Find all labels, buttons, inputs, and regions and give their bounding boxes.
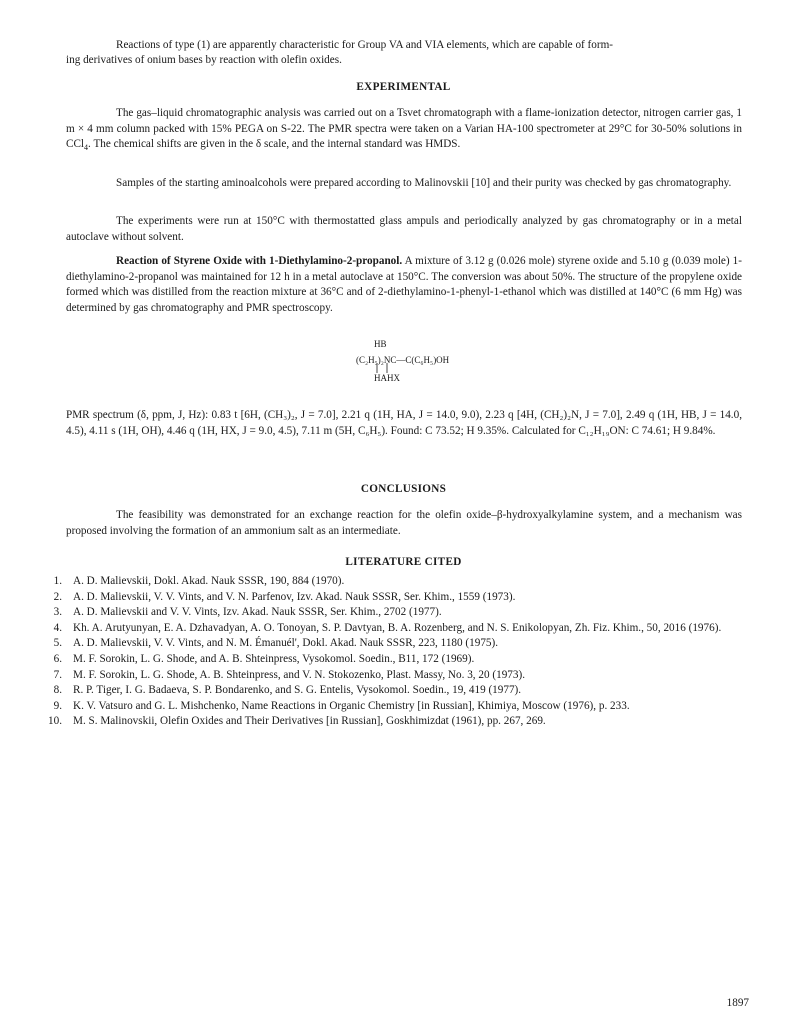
- structural-formula: [356, 338, 496, 390]
- reference-text: Kh. A. Arutyunyan, E. A. Dzhavadyan, A. O. Tonoyan, S. P. Davtyan, B. A. Rozenberg, and N. S. Enikolopyan, Zh. Fiz. Khim., 50, 2016 (1976).: [73, 621, 722, 634]
- reference-text: K. V. Vatsuro and G. L. Mishchenko, Name Reactions in Organic Chemistry [in Russian], Khimiya, Moscow (1976), p. 233.: [73, 699, 630, 712]
- reference-text: A. D. Malievskii and V. V. Vints, Izv. Akad. Nauk SSSR, Ser. Khim., 2702 (1977).: [73, 606, 442, 619]
- exp-p1-subscript: 4: [84, 143, 89, 153]
- pmr-paragraph: PMR spectrum (δ, ppm, J, Hz): 0.83 t [6H, (CH₃)₂, J = 7.0], 2.21 q (1H, HA, J = 14.0, 9.0), 2.23 q [4H, (CH₂)₂N, J = 7.0], 2.49 q (1H, HB, J = 14.0, 4.5), 4.11 s (1H, OH), 4.46 q (1H, HX, J = 9.0, 4.5), 7.11 m (5H, C₆H₅). Found: C 73.52; H 9.35%. Calculated for C₁₂H₁₉ON: C 74.61; H 9.84%.: [66, 409, 742, 437]
- intro-line-1: Reactions of type (1) are apparently characteristic for Group VA and VIA elements, which are capable of form-: [116, 39, 614, 51]
- experimental-paragraph-3: The experiments were run at 150°C with thermostatted glass ampuls and periodically analyzed by gas chromatography or in a metal autoclave without solvent.: [66, 215, 742, 243]
- reference-list: [40, 574, 740, 730]
- reference-number: 8.: [53, 684, 62, 697]
- formula-main: (C₂H₅)₂NC—C(C₆H₅)OH: [356, 355, 450, 365]
- conclusions-paragraph: The feasibility was demonstrated for an exchange reaction for the olefin oxide–β-hydroxyalkylamine system, and a mechanism was proposed involving the formation of an ammonium salt as an intermediate.: [66, 509, 742, 537]
- reference-item: [40, 605, 740, 621]
- page-number: 1897: [726, 997, 749, 1009]
- reference-item: [40, 714, 740, 730]
- reference-number: 7.: [53, 668, 62, 681]
- reference-text: A. D. Malievskii, V. V. Vints, and N. M. Émanuél', Dokl. Akad. Nauk SSSR, 223, 1180 (1975).: [73, 637, 499, 650]
- reference-text: R. P. Tiger, I. G. Badaeva, S. P. Bondarenko, and S. G. Entelis, Vysokomol. Soedin., 19, 419 (1977).: [73, 684, 522, 697]
- literature-heading: LITERATURE CITED: [345, 556, 462, 568]
- reference-item: [40, 699, 740, 715]
- reference-text: M. S. Malinovskii, Olefin Oxides and Their Derivatives [in Russian], Goskhimizdat (1961), pp. 267, 269.: [73, 715, 546, 728]
- experimental-paragraph-1: [66, 106, 742, 153]
- intro-paragraph: [66, 38, 742, 54]
- conclusions-heading: CONCLUSIONS: [360, 483, 447, 495]
- reference-number: 10.: [48, 715, 62, 728]
- reference-text: A. D. Malievskii, V. V. Vints, and V. N. Parfenov, Izv. Akad. Nauk SSSR, Ser. Khim., 1559 (1973).: [73, 590, 516, 603]
- reference-text: M. F. Sorokin, L. G. Shode, and A. B. Shteinpress, Vysokomol. Soedin., B11, 172 (1969).: [73, 652, 475, 665]
- reaction-title: Reaction of Styrene Oxide with 1-Diethylamino-2-propanol.: [116, 255, 403, 267]
- reference-number: 4.: [53, 621, 62, 634]
- exp-p1-text-a: The gas–liquid chromatographic analysis was carried out on a Tsvet chromatograph with a flame-ionization detector, nitrogen carrier gas, 1 m × 4 mm column packed with 15% PEGA on S-22. The PMR spectra were taken on a Varian HA-100 spectrometer at 29°C for 30-50% solutions in CCl: [66, 107, 742, 151]
- reference-text: M. F. Sorokin, L. G. Shode, A. B. Shteinpress, and V. N. Stokozenko, Plast. Massy, No. 3, 20 (1973).: [73, 668, 525, 681]
- intro-paragraph-cont: [66, 53, 742, 69]
- exp-p1-text-b: . The chemical shifts are given in the δ scale, and the internal standard was HMDS.: [88, 138, 461, 151]
- reference-item: [40, 636, 740, 652]
- reference-number: 2.: [53, 590, 62, 603]
- reference-text: A. D. Malievskii, Dokl. Akad. Nauk SSSR, 190, 884 (1970).: [73, 575, 345, 587]
- reference-item: [40, 652, 740, 668]
- reference-item: [40, 668, 740, 684]
- reference-number: 9.: [53, 699, 62, 712]
- experimental-paragraph-4: [66, 254, 742, 316]
- formula-hax: HAHX: [374, 373, 400, 383]
- reference-number: 6.: [53, 652, 62, 665]
- reference-item: [40, 683, 740, 699]
- reaction-body: A mixture of 3.12 g (0.026 mole) styrene oxide and 5.10 g (0.039 mole) 1-diethylamino-2-propanol was maintained for 12 h in a metal autoclave at 150°C. The conversion was about 50%. The structure of the propylene oxide formed which was distilled from the reaction mixture at 36°C and of 2-diethylamino-1-phenyl-1-ethanol which was distilled at 140°C (6 mm Hg) was determined by gas chromatography and PMR spectroscopy.: [66, 255, 742, 314]
- reference-item: [40, 574, 740, 590]
- reference-number: 3.: [53, 606, 62, 619]
- intro-line-2: ing derivatives of onium bases by reaction with olefin oxides.: [66, 54, 342, 66]
- reference-number: 5.: [53, 637, 62, 650]
- reference-number: 1.: [53, 575, 62, 587]
- experimental-paragraph-2: Samples of the starting aminoalcohols were prepared according to Malinovskii [10] and their purity was checked by gas chromatography.: [116, 177, 732, 189]
- reference-item: [40, 621, 740, 637]
- reference-item: [40, 590, 740, 606]
- formula-hb: HB: [374, 339, 387, 349]
- experimental-heading: EXPERIMENTAL: [356, 81, 451, 93]
